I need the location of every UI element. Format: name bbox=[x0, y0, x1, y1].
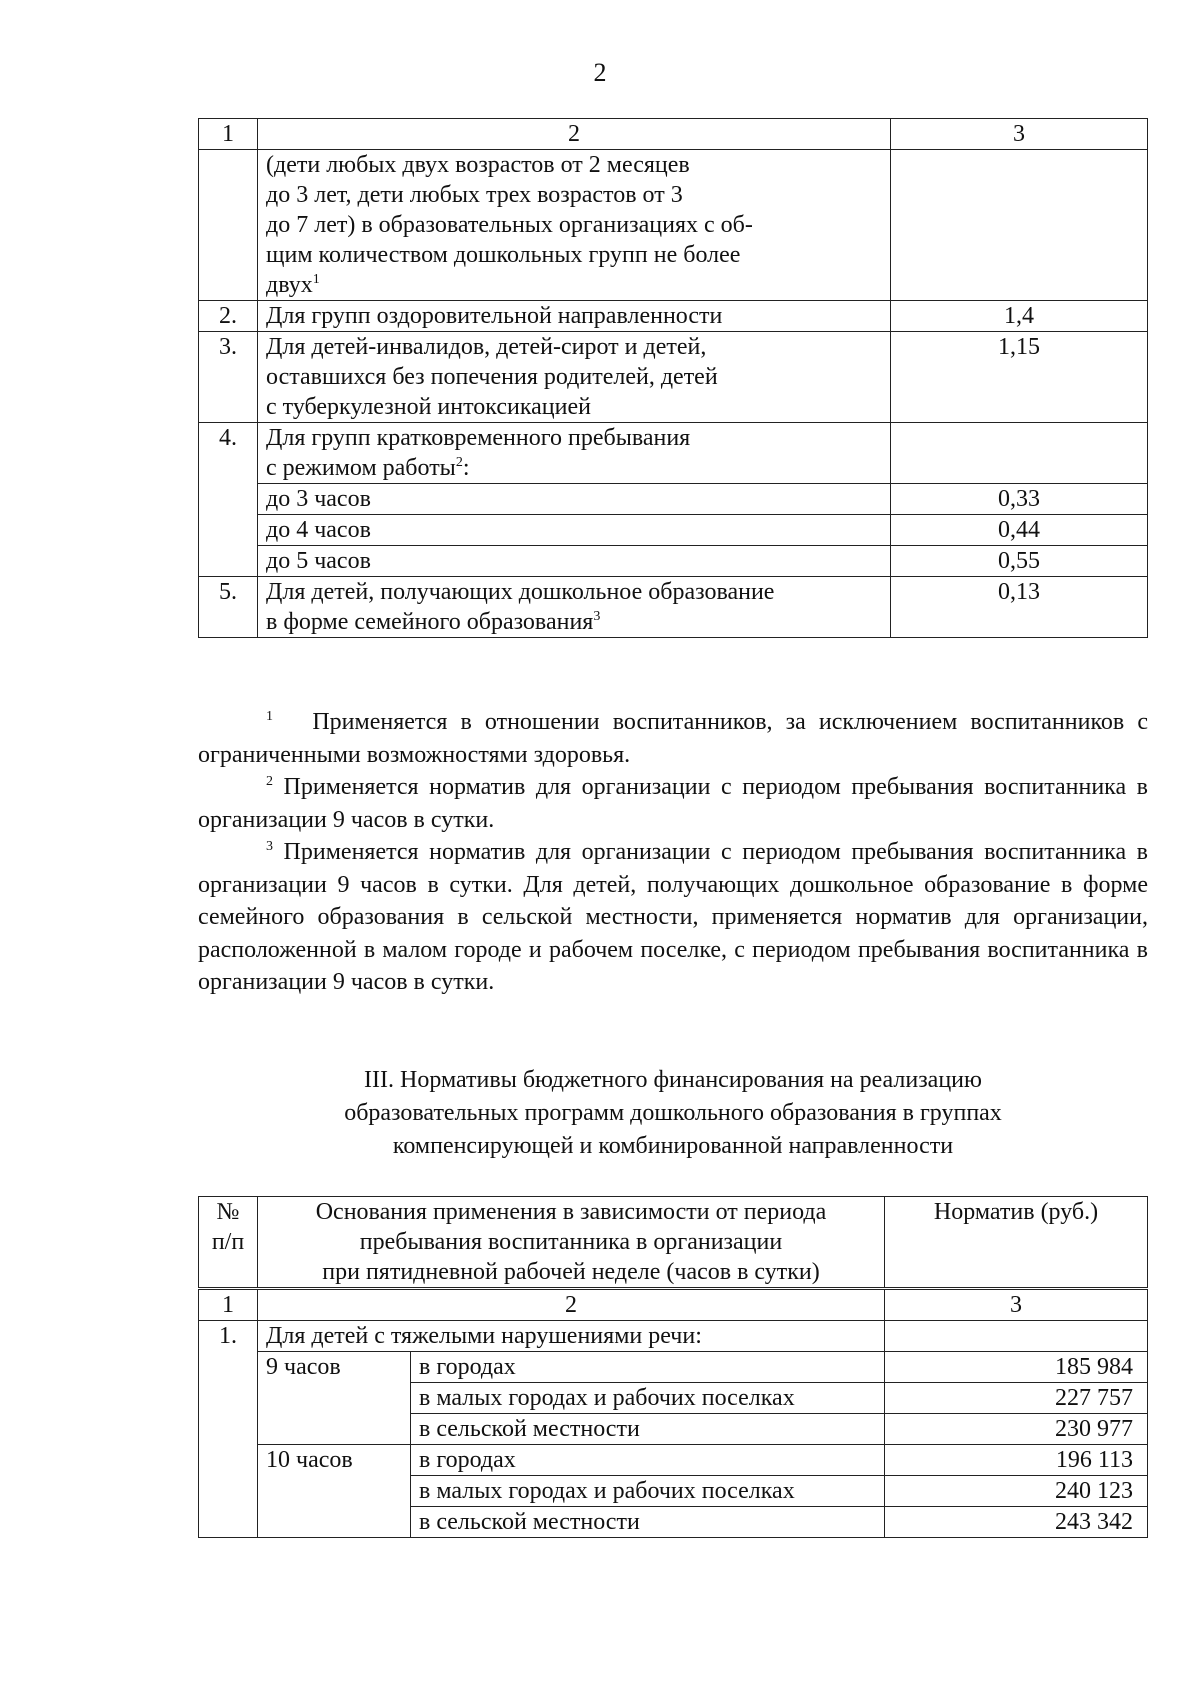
row-number: 5. bbox=[199, 577, 258, 638]
table-row bbox=[199, 546, 1148, 577]
row-text: Для детей-инвалидов, детей-сирот и детей, оставшихся без попечения родителей, детей с туберкулезной интоксикацией bbox=[258, 332, 891, 423]
row-value: 0,44 bbox=[891, 515, 1148, 546]
footnote-ref: 3 bbox=[593, 609, 601, 624]
place-cell: в малых городах и рабочих поселках bbox=[411, 1383, 885, 1414]
table-row bbox=[199, 484, 1148, 515]
norm-value: 196 113 bbox=[885, 1445, 1148, 1476]
col-number: 2 bbox=[258, 119, 891, 150]
row-text: (дети любых двух возрастов от 2 месяцев до 3 лет, дети любых трех возрастов от 3 до 7 лет) в образовательных организациях с об- щим количеством дошкольных групп не более двух$^1$ bbox=[258, 150, 891, 301]
row-text: до 4 часов bbox=[258, 515, 891, 546]
col-number: 1 bbox=[199, 119, 258, 150]
row-value: 0,33 bbox=[891, 484, 1148, 515]
table-header-row bbox=[199, 119, 1148, 150]
table-row bbox=[199, 301, 1148, 332]
table-row bbox=[199, 1352, 1148, 1383]
norm-value: 230 977 bbox=[885, 1414, 1148, 1445]
row-text: Для групп кратковременного пребывания с режимом работы$^2$: bbox=[258, 423, 891, 484]
place-cell: в малых городах и рабочих поселках bbox=[411, 1476, 885, 1507]
normatives-table bbox=[198, 1196, 1148, 1538]
col-number: 3 bbox=[891, 119, 1148, 150]
row-text: до 5 часов bbox=[258, 546, 891, 577]
row-value: 1,15 bbox=[891, 332, 1148, 423]
table-row bbox=[199, 515, 1148, 546]
row-text: Для детей с тяжелыми нарушениями речи: bbox=[258, 1321, 885, 1352]
row-text: до 3 часов bbox=[258, 484, 891, 515]
place-cell: в сельской местности bbox=[411, 1414, 885, 1445]
col-number: 1 bbox=[199, 1289, 258, 1321]
norm-value: 227 757 bbox=[885, 1383, 1148, 1414]
row-number: 1. bbox=[199, 1321, 258, 1538]
footnote: $^2$ Применяется норматив для организации с периодом пребывания воспитанника в организации 9 часов в сутки. bbox=[198, 774, 1148, 833]
table-header-row bbox=[199, 1197, 1148, 1289]
table-header-row bbox=[199, 1289, 1148, 1321]
footnote-ref: 2 bbox=[455, 455, 463, 470]
coefficients-table bbox=[198, 118, 1148, 638]
row-value: 0,13 bbox=[891, 577, 1148, 638]
norm-value: 243 342 bbox=[885, 1507, 1148, 1538]
hours-cell: 9 часов bbox=[258, 1352, 411, 1445]
norm-value: 240 123 bbox=[885, 1476, 1148, 1507]
place-cell: в городах bbox=[411, 1352, 885, 1383]
table-row bbox=[199, 150, 1148, 301]
place-cell: в городах bbox=[411, 1445, 885, 1476]
row-value: 1,4 bbox=[891, 301, 1148, 332]
row-text: Для групп оздоровительной направленности bbox=[258, 301, 891, 332]
place-cell: в сельской местности bbox=[411, 1507, 885, 1538]
norm-value: 185 984 bbox=[885, 1352, 1148, 1383]
footnote-ref: 1 bbox=[312, 272, 320, 287]
footnote: $^1$ Применяется в отношении воспитанников, за исключением воспитанников с ограниченными возможностями здоровья. bbox=[198, 709, 1148, 768]
hours-cell: 10 часов bbox=[258, 1445, 411, 1538]
header-basis: Основания применения в зависимости от периода пребывания воспитанника в организации при пятидневной рабочей неделе (часов в сутки) bbox=[258, 1197, 885, 1289]
footnotes bbox=[198, 706, 1148, 999]
col-number: 3 bbox=[885, 1289, 1148, 1321]
page-number: 2 bbox=[593, 58, 607, 87]
section-heading: III. Нормативы бюджетного финансирования на реализацию образовательных программ дошкольного образования в группах компенсирующей и комбинированной направленности bbox=[344, 1067, 1002, 1159]
table-row bbox=[199, 332, 1148, 423]
row-value: 0,55 bbox=[891, 546, 1148, 577]
table-row bbox=[199, 577, 1148, 638]
row-number: 3. bbox=[199, 332, 258, 423]
footnote: $^3$ Применяется норматив для организации с периодом пребывания воспитанника в организации 9 часов в сутки. Для детей, получающих дошкольное образование в форме семейного образования в сельской местности, применяется норматив для организации, расположенной в малом городе и рабочем поселке, с периодом пребывания воспитанника в организации 9 часов в сутки. bbox=[198, 839, 1148, 995]
table-row bbox=[199, 1445, 1148, 1476]
table-row bbox=[199, 423, 1148, 484]
row-number: 2. bbox=[199, 301, 258, 332]
row-number: 4. bbox=[199, 423, 258, 577]
header-number: № п/п bbox=[199, 1197, 258, 1289]
col-number: 2 bbox=[258, 1289, 885, 1321]
table-row bbox=[199, 1321, 1148, 1352]
header-norm: Норматив (руб.) bbox=[885, 1197, 1148, 1289]
row-text: Для детей, получающих дошкольное образование в форме семейного образования$^3$ bbox=[258, 577, 891, 638]
